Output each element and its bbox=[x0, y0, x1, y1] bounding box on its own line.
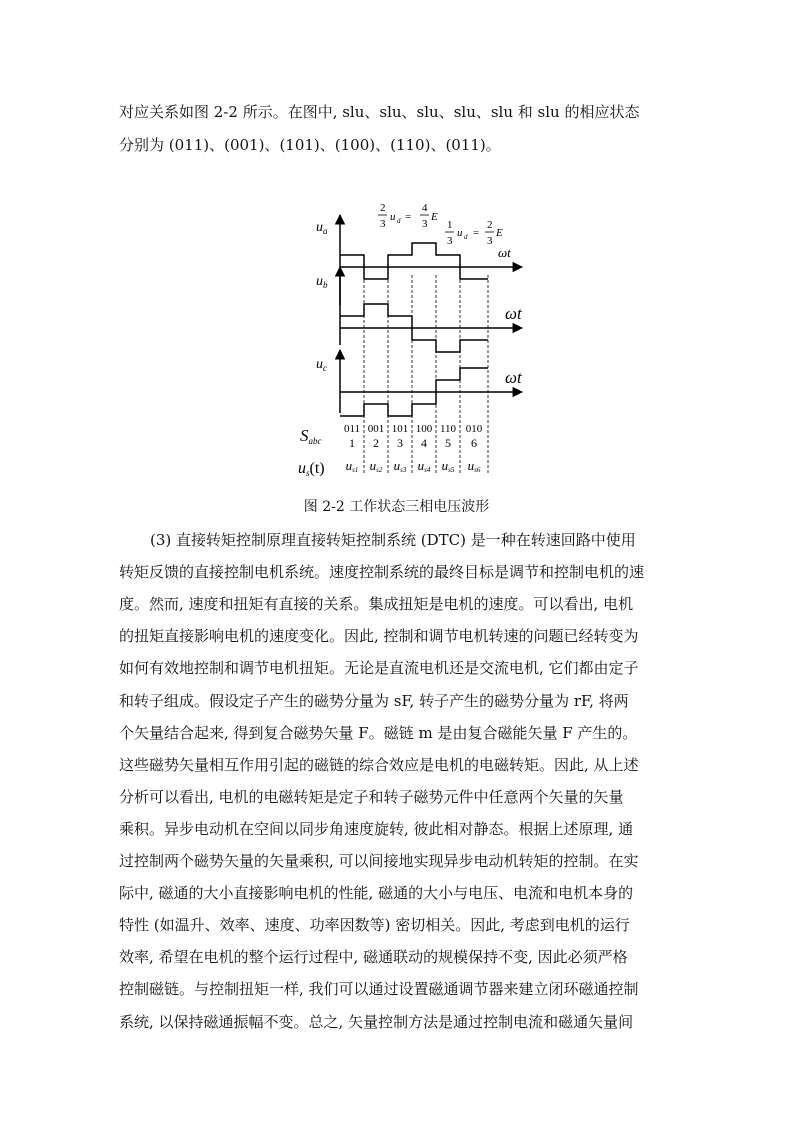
state-index: 5 bbox=[445, 436, 451, 450]
text-line: 乘积。异步电动机在空间以同步角速度旋转, 彼此相对静态。根据上述原理, 通 bbox=[119, 819, 634, 838]
figure-caption: 图 2-2 工作状态三相电压波形 bbox=[303, 499, 490, 515]
svg-text:u: u bbox=[390, 211, 396, 223]
state-code: 001 bbox=[367, 423, 385, 435]
svg-text:=: = bbox=[405, 211, 412, 223]
text-line: (3) 直接转矩控制原理直接转矩控制系统 (DTC) 是一种在转速回路中使用 bbox=[150, 531, 636, 549]
state-code: 100 bbox=[415, 423, 433, 435]
svg-text:3: 3 bbox=[447, 235, 453, 247]
svg-text:d: d bbox=[464, 233, 468, 241]
uc-label: $u_c$ bbox=[316, 357, 327, 373]
text-line: 分析可以看出, 电机的电磁转矩是定子和转子磁势元件中任意两个矢量的矢量 bbox=[119, 787, 624, 806]
ua-waveform bbox=[340, 243, 488, 279]
state-code: 101 bbox=[391, 423, 409, 435]
text-line: 特性 (如温升、效率、速度、功率因数等) 密切相关。因此, 考虑到电机的运行 bbox=[119, 916, 630, 935]
svg-text:2: 2 bbox=[487, 219, 493, 231]
svg-text:=: = bbox=[473, 227, 480, 239]
text-line: 际中, 磁通的大小直接影响电机的性能, 磁通的大小与电压、电流和电机本身的 bbox=[119, 884, 634, 903]
state-vector: us4 bbox=[417, 458, 431, 474]
state-code: 011 bbox=[343, 423, 361, 435]
wt-label-b: ωt bbox=[505, 304, 522, 323]
svg-text:3: 3 bbox=[422, 218, 428, 230]
state-vector: us1 bbox=[345, 458, 359, 474]
state-index: 2 bbox=[373, 436, 379, 450]
text-line: 个矢量结合起来, 得到复合磁势矢量 F。磁链 m 是由复合磁能矢量 F 产生的。 bbox=[119, 723, 638, 742]
state-index: 4 bbox=[421, 436, 427, 450]
wt-label-a: ωt bbox=[498, 245, 511, 260]
state-table bbox=[344, 423, 483, 474]
text-line: 度。然而, 速度和扭矩有直接的关系。集成扭矩是电机的速度。可以看出, 电机 bbox=[119, 595, 634, 614]
state-vector: us6 bbox=[467, 458, 481, 474]
text-line: 系统, 以保持磁通振幅不变。总之, 矢量控制方法是通过控制电流和磁通矢量间 bbox=[119, 1012, 634, 1031]
state-index: 1 bbox=[349, 436, 355, 450]
text-line: 分别为 (011)、(001)、(101)、(100)、(110)、(011)。 bbox=[119, 136, 501, 154]
ua-label: $u_a$ bbox=[316, 220, 328, 236]
state-code: 010 bbox=[465, 423, 483, 435]
text-line: 过控制两个磁势矢量的矢量乘积, 可以间接地实现异步电动机转矩的控制。在实 bbox=[119, 852, 639, 870]
state-index: 6 bbox=[471, 436, 477, 450]
svg-text:2: 2 bbox=[380, 202, 386, 214]
text-line: 如何有效地控制和调节电机扭矩。无论是直流电机还是交流电机, 它们都由定子 bbox=[119, 659, 639, 678]
text-line: 和转子组成。假设定子产生的磁势分量为 sF, 转子产生的磁势分量为 rF, 将两 bbox=[119, 691, 629, 710]
svg-text:E: E bbox=[496, 227, 503, 239]
us-t-label: us(t) bbox=[298, 460, 325, 478]
text-line: 这些磁势矢量相互作用引起的磁链的综合效应是电机的电磁转矩。因此, 从上述 bbox=[119, 755, 639, 774]
state-code: 110 bbox=[439, 423, 457, 435]
annotation-right bbox=[445, 219, 503, 247]
annotation-left bbox=[378, 202, 438, 230]
sabc-label: Sabc bbox=[300, 426, 322, 446]
wt-label-c: ωt bbox=[505, 368, 522, 387]
svg-text:1: 1 bbox=[447, 219, 453, 231]
state-index: 3 bbox=[397, 436, 403, 450]
svg-text:4: 4 bbox=[422, 202, 428, 214]
svg-text:3: 3 bbox=[487, 235, 493, 247]
svg-text:3: 3 bbox=[380, 218, 386, 230]
svg-text:E: E bbox=[431, 211, 438, 223]
ua-waveform-line bbox=[340, 243, 488, 279]
state-vector: us5 bbox=[441, 458, 455, 474]
text-line: 对应关系如图 2-2 所示。在图中, slu、slu、slu、slu、slu 和 slu 的相应状态 bbox=[119, 103, 640, 121]
text-line: 控制磁链。与控制扭矩一样, 我们可以通过设置磁通调节器来建立闭环磁通控制 bbox=[119, 980, 639, 999]
state-vector: us3 bbox=[393, 458, 407, 474]
state-vector: us2 bbox=[369, 458, 383, 474]
svg-text:u: u bbox=[457, 227, 463, 239]
svg-text:d: d bbox=[397, 217, 401, 225]
ub-label: $u_b$ bbox=[316, 274, 328, 290]
voltage-waveform-figure bbox=[290, 195, 540, 480]
text-line: 的扭矩直接影响电机的速度变化。因此, 控制和调节电机转速的问题已经转变为 bbox=[119, 627, 639, 646]
text-line: 转矩反馈的直接控制电机系统。速度控制系统的最终目标是调节和控制电机的速 bbox=[119, 563, 645, 582]
text-line: 效率, 希望在电机的整个运行过程中, 磁通联动的规模保持不变, 因此必须严格 bbox=[119, 948, 628, 967]
